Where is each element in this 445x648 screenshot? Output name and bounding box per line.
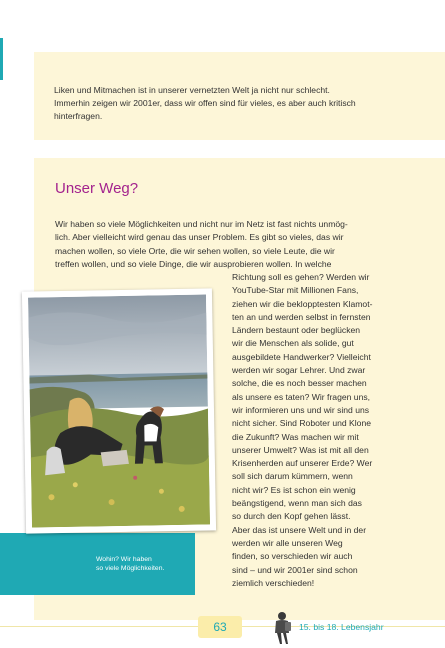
- intro-paragraph: [54, 84, 424, 124]
- section-paragraph-column: [232, 271, 402, 590]
- body-line: YouTube-Star mit Millionen Fans,: [232, 285, 359, 296]
- body-line: treffen wollen, und so viele Dinge, die wir ausprobieren wollen. In welche: [55, 258, 332, 269]
- body-line: die Zukunft? Was machen wir mit: [232, 431, 359, 442]
- body-line: ziemlich verschieden!: [232, 577, 315, 588]
- photo-caption: [96, 556, 164, 573]
- body-line: Wir haben so viele Möglichkeiten und nicht nur im Netz ist fast nichts unmög-: [55, 219, 348, 229]
- body-line: wir informieren uns und wir sind uns: [232, 404, 370, 415]
- intro-box: [34, 52, 445, 140]
- intro-line: Immerhin zeigen wir 2001er, dass wir offen sind für vieles, es aber auch kritisch: [54, 98, 356, 109]
- section-paragraph-wide: [55, 218, 395, 271]
- body-line: beängstigend, wenn man sich das: [232, 498, 362, 509]
- body-line: wir die Menschen als solide, gut: [232, 338, 354, 349]
- body-line: nicht sicher. Sind Roboter und Klone: [232, 418, 372, 429]
- body-line: werden wir sogar Lehrer. Und zwar: [232, 365, 366, 376]
- body-line: solche, die es noch besser machen: [232, 378, 367, 389]
- body-line: Ländern bestaunt oder beglücken: [232, 325, 361, 336]
- body-line: Richtung soll es gehen? Werden wir: [232, 272, 370, 282]
- body-line: als unsere es taten? Wir fragen uns,: [232, 391, 371, 402]
- body-line: ten an und werden selbst in fernsten: [232, 311, 371, 322]
- body-line: Aber das ist unsere Welt und in der: [232, 524, 367, 535]
- caption-line: Wohin? Wir haben: [96, 556, 152, 563]
- body-line: sind – und wir 2001er sind schon: [232, 564, 358, 575]
- caption-line: so viele Möglichkeiten.: [96, 564, 165, 572]
- body-line: werden wir alle unseren Weg: [232, 537, 343, 548]
- teal-edge-marker: [0, 38, 3, 80]
- body-line: soll sich darum kümmern, wenn: [232, 471, 353, 482]
- body-line: unserer Umwelt? Was ist mit all den: [232, 444, 369, 455]
- body-line: so durch den Kopf gehen lässt.: [232, 511, 351, 522]
- body-line: lich. Aber vielleicht wird genau das unser Problem. Es gibt so vieles, das wir: [55, 232, 344, 243]
- age-range-label: 15. bis 18. Lebensjahr: [299, 622, 384, 632]
- intro-line: Liken und Mitmachen ist in unserer vernetzten Welt ja nicht nur schlecht.: [54, 85, 330, 95]
- body-line: machen wollen, so viele Orte, die wir sehen wollen, so viele Leute, die wir: [55, 245, 335, 256]
- photo: [22, 288, 216, 533]
- body-line: ausgebildete Handwerker? Vielleicht: [232, 351, 371, 362]
- body-line: finden, so verschieden wir auch: [232, 551, 353, 562]
- photo-image: [28, 294, 210, 527]
- section-heading: Unser Weg?: [55, 180, 139, 197]
- body-line: Krisenherden auf unserer Erde? Wer: [232, 458, 373, 469]
- page-number: 63: [198, 616, 242, 638]
- body-line: nicht wir? Es ist schon ein wenig: [232, 484, 356, 495]
- body-line: ziehen wir die beklopptesten Klamot-: [232, 298, 373, 309]
- intro-line: hinterfragen.: [54, 111, 103, 122]
- person-with-backpack-icon: [270, 611, 294, 645]
